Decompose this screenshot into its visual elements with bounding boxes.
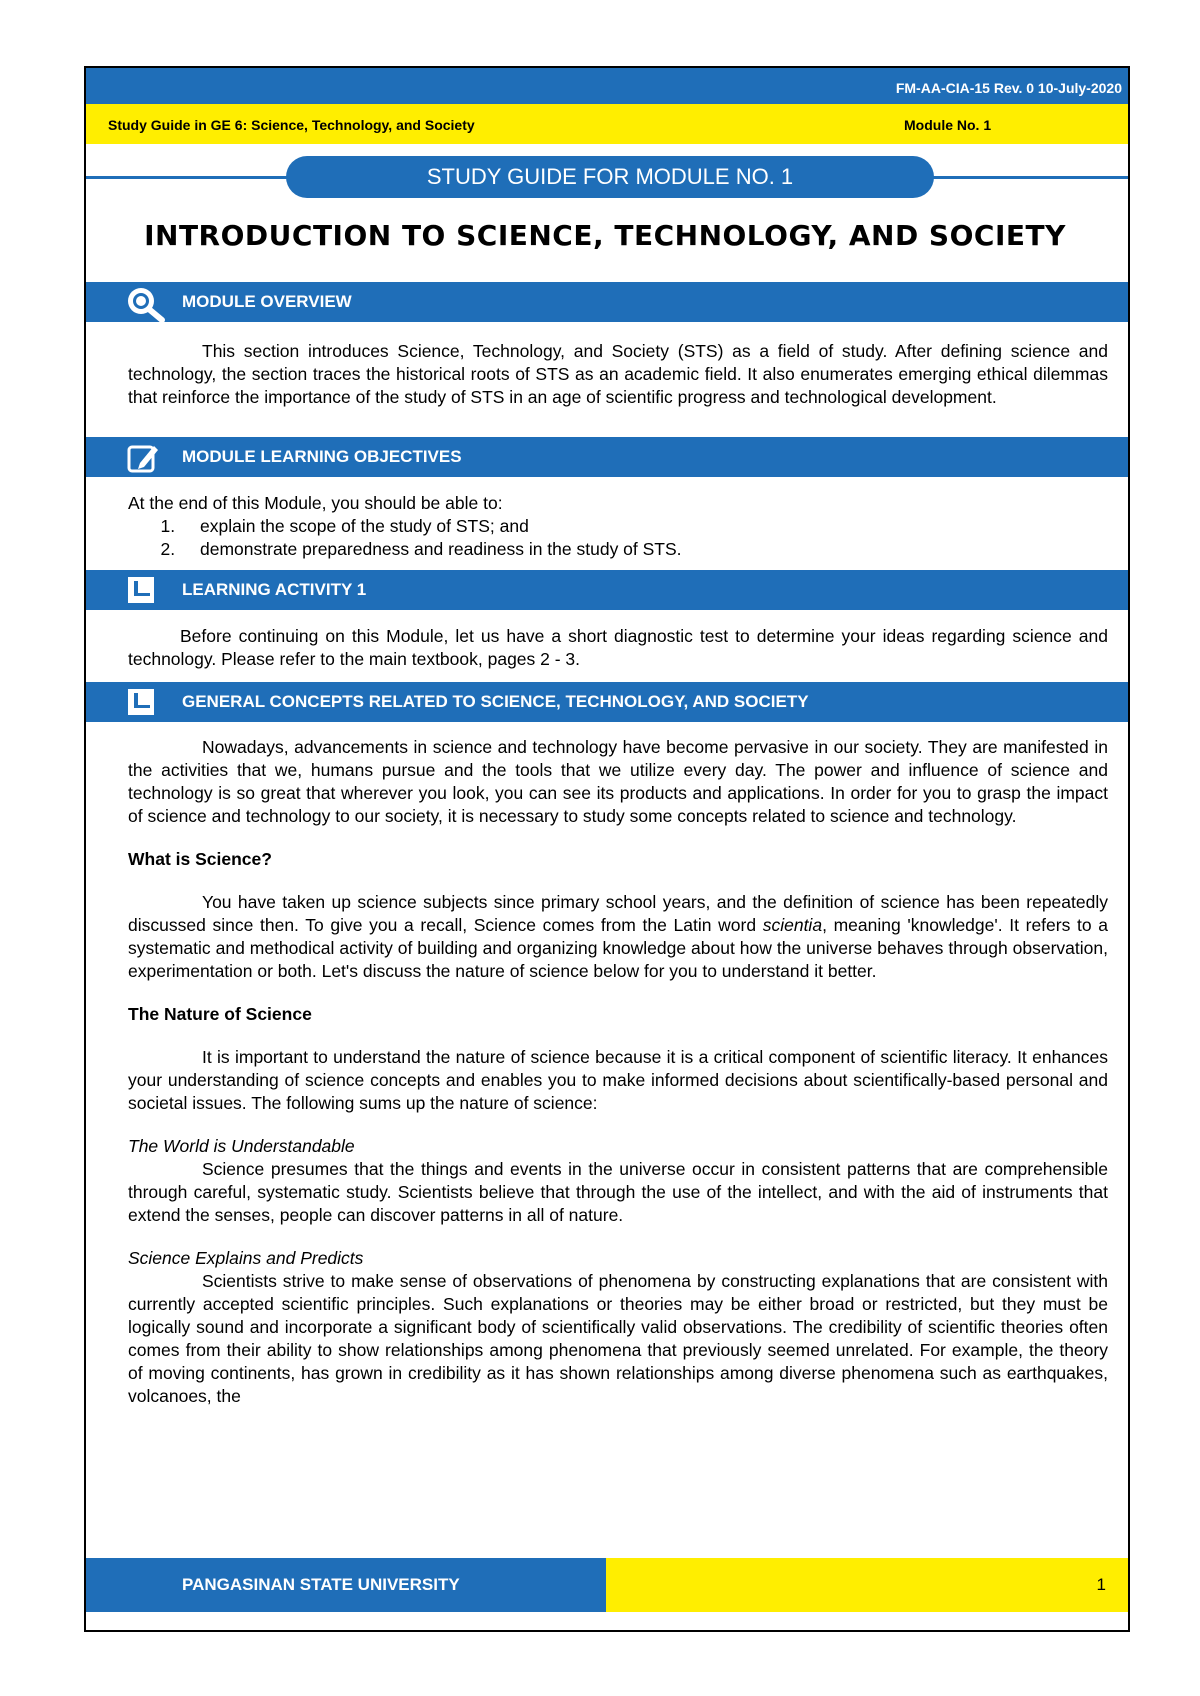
science-text-part1: You have taken up science subjects since primary school years, and the definition of science has been repeatedly discussed since then. To give you a recall, Science comes from the Latin word <box>128 892 1108 935</box>
heading-nature-of-science: The Nature of Science <box>128 1004 312 1024</box>
course-title: Study Guide in GE 6: Science, Technology, and Society <box>108 117 475 133</box>
module-number: Module No. 1 <box>904 117 992 133</box>
section-header-overview <box>86 282 1128 322</box>
section-header-activity <box>86 570 1128 610</box>
list-item: 2. demonstrate preparedness and readiness in the study of STS. <box>180 538 1108 561</box>
concepts-body <box>128 736 1108 1408</box>
subheading-world-understandable: The World is Understandable <box>128 1136 355 1156</box>
footer-university-bar <box>86 1558 606 1612</box>
science-text-part2: , meaning 'knowledge'. It refers to a systematic and methodical activity of building and organizing knowledge about how the universe behaves through observation, experimentation or both. Let's discuss the nature of science below for you to understand it better. <box>128 915 1108 981</box>
footer-page-bar <box>606 1558 1128 1612</box>
form-code: FM-AA-CIA-15 Rev. 0 10-July-2020 <box>895 80 1122 96</box>
objectives-intro: At the end of this Module, you should be able to: <box>128 493 503 513</box>
objectives-body <box>128 492 1108 561</box>
section-label-overview: MODULE OVERVIEW <box>182 292 352 311</box>
section-label-concepts: GENERAL CONCEPTS RELATED TO SCIENCE, TECHNOLOGY, AND SOCIETY <box>182 692 809 711</box>
concepts-intro: Nowadays, advancements in science and technology have become pervasive in our society. They are manifested in the activities that we, humans pursue and the tools that we utilize every day. The power and influence of science and technology is so great that wherever you look, you can see its products and applications. In order for you to grasp the impact of science and technology to our society, it is necessary to study some concepts related to science and technology. <box>128 737 1108 826</box>
activity-body <box>128 625 1108 671</box>
activity-text: Before continuing on this Module, let us have a short diagnostic test to determine your ideas regarding science and technology. Please refer to the main textbook, pages 2 - 3. <box>128 626 1108 669</box>
overview-text: This section introduces Science, Technology, and Society (STS) as a field of study. After defining science and technology, the section traces the historical roots of STS as an academic field. It also enumerates emerging ethical dilemmas that reinforce the importance of the study of STS in an age of scientific progress and technological development. <box>128 341 1108 407</box>
explains-predicts-text: Scientists strive to make sense of observations of phenomena by constructing explanations that are consistent with currently accepted scientific principles. Such explanations or theories may be either broad or restricted, but they must be logically sound and incorporate a significant body of scientifically valid observations. The credibility of scientific theories often comes from their ability to show relationships among phenomena that previously seemed unrelated. For example, the theory of moving continents, has grown in credibility as it has shown relationships among diverse phenomena such as earthquakes, volcanoes, the <box>128 1271 1108 1406</box>
edit-icon <box>126 441 158 473</box>
overview-body <box>128 340 1108 409</box>
subheading-explains-predicts: Science Explains and Predicts <box>128 1248 364 1268</box>
list-item: 1. explain the scope of the study of STS; and <box>180 515 1108 538</box>
science-latin-word: scientia <box>762 915 823 935</box>
section-label-activity: LEARNING ACTIVITY 1 <box>182 580 367 599</box>
objectives-list <box>128 515 1108 561</box>
section-label-objectives: MODULE LEARNING OBJECTIVES <box>182 447 462 466</box>
science-paragraph <box>128 891 1108 983</box>
study-guide-pill: STUDY GUIDE FOR MODULE NO. 1 <box>286 156 934 198</box>
section-header-concepts <box>86 682 1128 722</box>
page-title: INTRODUCTION TO SCIENCE, TECHNOLOGY, AND SOCIETY <box>144 219 1066 252</box>
section-header-objectives <box>86 437 1128 477</box>
nature-paragraph: It is important to understand the nature of science because it is a critical component of scientific literacy. It enhances your understanding of science concepts and enables you to make informed decisions about scientifically-based personal and societal issues. The following sums up the nature of science: <box>128 1047 1108 1113</box>
book-icon <box>126 574 158 606</box>
header-course-bar <box>86 104 1128 144</box>
book-icon <box>126 686 158 718</box>
world-understandable-text: Science presumes that the things and events in the universe occur in consistent patterns that are comprehensible through careful, systematic study. Scientists believe that through the use of the intellect, and with the aid of instruments that extend the senses, people can discover patterns in all of nature. <box>128 1159 1108 1225</box>
university-name: PANGASINAN STATE UNIVERSITY <box>182 1575 460 1594</box>
heading-what-is-science: What is Science? <box>128 849 272 869</box>
magnifier-icon <box>126 286 158 318</box>
page-number: 1 <box>1096 1575 1106 1594</box>
